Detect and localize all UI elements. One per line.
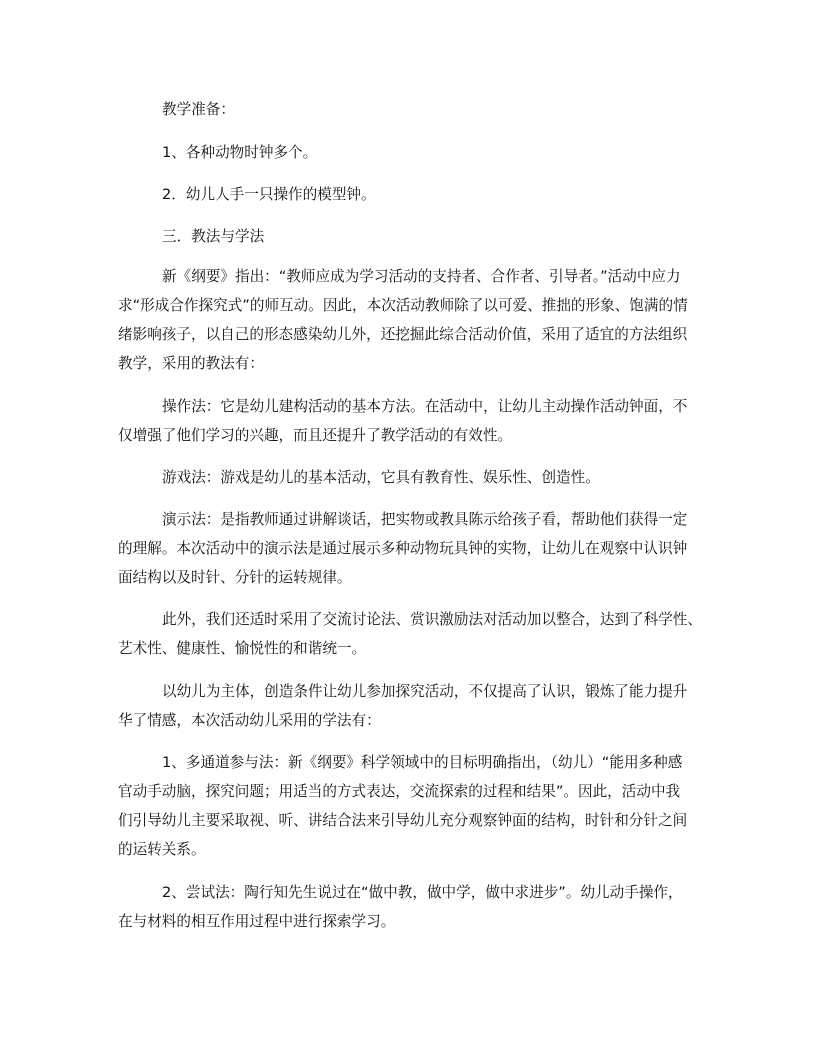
paragraph-guideline-intro bbox=[118, 262, 700, 378]
paragraph-demo-method bbox=[118, 505, 700, 592]
text-line: 操作法：它是幼儿建构活动的基本方法。在活动中，让幼儿主动操作活动钟面，不 bbox=[162, 398, 688, 415]
paragraph-multichannel-method bbox=[118, 748, 700, 864]
text-line: 此外，我们还适时采用了交流讨论法、赏识激励法对活动加以整合，达到了科学性、 bbox=[162, 611, 702, 628]
text-line: 游戏法：游戏是幼儿的基本活动，它具有教育性、娱乐性、创造性。 bbox=[162, 469, 600, 486]
paragraph-section-heading bbox=[118, 222, 700, 251]
text-line: 求“形成合作探究式”的师互动。因此，本次活动教师除了以可爱、推拙的形象、饱满的情 bbox=[118, 297, 688, 314]
text-line: 三．教法与学法 bbox=[162, 228, 265, 245]
text-line: 新《纲要》指出：“教师应成为学习活动的支持者、合作者、引导者。”活动中应力 bbox=[162, 268, 681, 285]
text-line: 官动手动脑，探究问题；用适当的方式表达，交流探索的过程和结果”。因此，活动中我 bbox=[118, 783, 681, 800]
text-line: 仅增强了他们学习的兴趣，而且还提升了教学活动的有效性。 bbox=[118, 427, 513, 444]
text-line: 2．幼儿人手一只操作的模型钟。 bbox=[162, 186, 376, 203]
paragraph-additional-methods bbox=[118, 605, 700, 663]
text-line: 演示法：是指教师通过讲解谈话，把实物或教具陈示给孩子看，帮助他们获得一定 bbox=[162, 511, 688, 528]
text-line: 艺术性、健康性、愉悦性的和谐统一。 bbox=[118, 640, 367, 657]
text-line: 的理解。本次活动中的演示法是通过展示多种动物玩具钟的实物，让幼儿在观察中认识钟 bbox=[118, 540, 688, 557]
text-line: 教学，采用的教法有： bbox=[118, 355, 264, 372]
text-line: 们引导幼儿主要采取视、听、讲结合法来引导幼儿充分观察钟面的结构，时针和分针之间 bbox=[118, 812, 688, 829]
paragraph-game-method bbox=[118, 463, 700, 492]
paragraph-teaching-prep-heading bbox=[118, 95, 700, 124]
text-line: 以幼儿为主体，创造条件让幼儿参加探究活动，不仅提高了认识，锻炼了能力提升 bbox=[162, 683, 688, 700]
text-line: 教学准备： bbox=[162, 101, 235, 118]
text-line: 绪影响孩子，以自己的形态感染幼儿外，还挖掘此综合活动价值，采用了适宜的方法组织 bbox=[118, 326, 688, 343]
text-line: 在与材料的相互作用过程中进行探索学习。 bbox=[118, 913, 396, 930]
text-line: 1、各种动物时钟多个。 bbox=[162, 144, 318, 161]
paragraph-trial-method bbox=[118, 878, 700, 936]
paragraph-operation-method bbox=[118, 392, 700, 450]
text-line: 面结构以及时针、分针的运转规律。 bbox=[118, 569, 352, 586]
paragraph-learning-methods-intro bbox=[118, 677, 700, 735]
paragraph-prep-item-1 bbox=[118, 138, 700, 167]
text-line: 2、尝试法：陶行知先生说过在“做中教，做中学，做中求进步”。幼儿动手操作， bbox=[162, 884, 683, 901]
paragraph-prep-item-2 bbox=[118, 180, 700, 209]
text-line: 1、多通道参与法：新《纲要》科学领域中的目标明确指出，（幼儿）“能用多种感 bbox=[162, 754, 683, 771]
text-line: 的运转关系。 bbox=[118, 841, 206, 858]
text-line: 华了情感，本次活动幼儿采用的学法有： bbox=[118, 712, 381, 729]
